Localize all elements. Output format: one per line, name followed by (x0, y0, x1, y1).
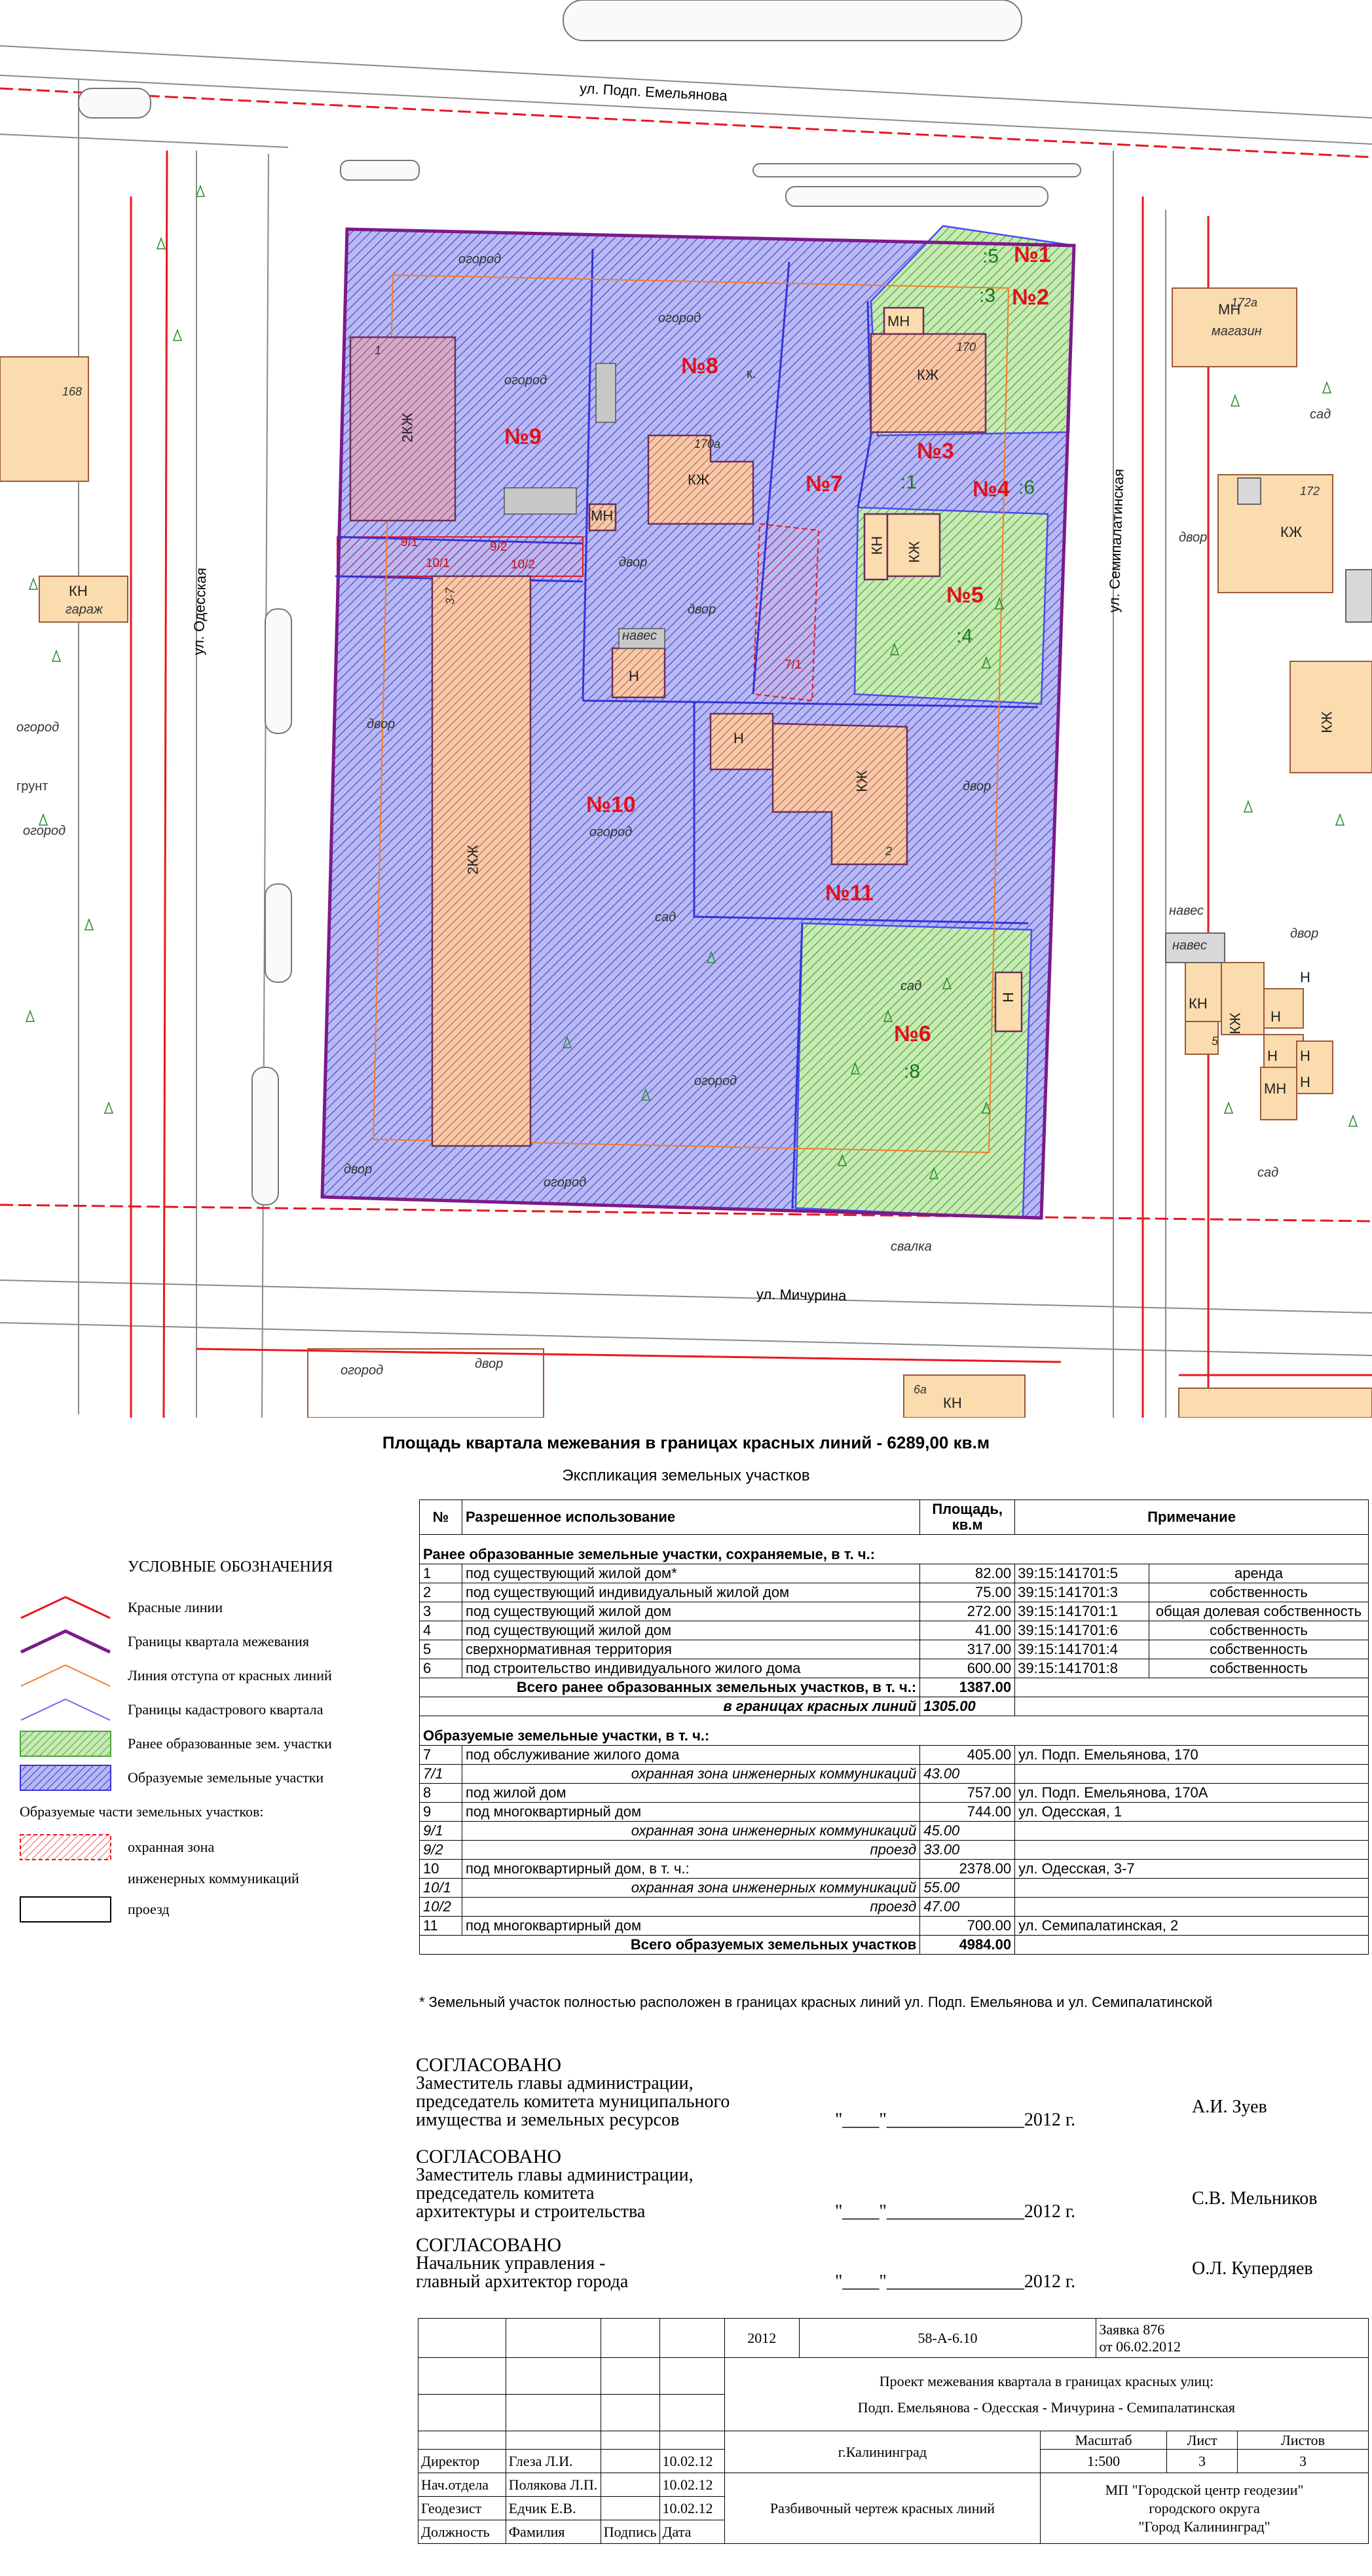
part-label-7-1: 7/1 (785, 658, 802, 672)
cell-number: 3 (420, 1602, 462, 1621)
cadastral-label-1: :1 (900, 471, 918, 493)
parcel-label-6: №6 (894, 1021, 931, 1046)
cell-number: 9/2 (420, 1841, 462, 1860)
building-label-mn-magazin: МН (1218, 301, 1241, 318)
label-sad-4: сад (1257, 1166, 1279, 1180)
part-label-10-2: 10/2 (511, 558, 535, 572)
stamp-role-3: Геодезист (418, 2497, 506, 2520)
cell-number: 6 (420, 1659, 462, 1678)
label-dvor-4: двор (963, 779, 992, 794)
label-ogorod-7: огород (16, 720, 60, 735)
explication-subheading: Экспликация земельных участков (562, 1467, 810, 1484)
cell-note: 39:15:141701:8 собственность (1015, 1659, 1369, 1678)
legend-item-new-parcels: Образуемые земельные участки (20, 1761, 426, 1795)
table-row (420, 1784, 1369, 1803)
legend-item-protection-zone-2: инженерных коммуникаций (128, 1870, 299, 1886)
street-label-north: ул. Подп. Емельянова (579, 80, 728, 104)
cell-use: под обслуживание жилого дома (462, 1746, 919, 1765)
legend-item-existing-parcels: Ранее образованные зем. участки (20, 1727, 426, 1761)
cell-note (1015, 1765, 1369, 1784)
cell-note: 39:15:141701:1 общая долевая собственность (1015, 1602, 1369, 1621)
building-label-mn-1: МН (887, 313, 910, 329)
building-label-n-5: Н (1300, 1048, 1310, 1064)
cadastral-label-4: :4 (956, 625, 973, 647)
label-ogorod-3: огород (658, 311, 701, 325)
label-dvor-5: двор (344, 1162, 373, 1177)
building-label-kzh-170a: КЖ (688, 471, 710, 488)
label-dvor-3: двор (367, 717, 396, 731)
cell-use: под строительство индивидуального жилого дома (462, 1659, 919, 1678)
building-label-kn-6a: КН (943, 1395, 962, 1411)
label-magazin: магазин (1212, 324, 1262, 339)
cell-use: под жилой дом (462, 1784, 919, 1803)
label-ogorod-1: огород (458, 252, 502, 267)
house-number-170a: 170а (694, 437, 721, 451)
table-row (420, 1621, 1369, 1640)
house-number-172: 172 (1300, 485, 1320, 498)
house-number-170: 170 (956, 340, 976, 354)
cell-area: 41.00 (920, 1621, 1015, 1640)
building-label-n-8: Н (1267, 1048, 1278, 1064)
quarter-area-heading: Площадь квартала межевания в границах красных линий - 6289,00 кв.м (382, 1433, 990, 1452)
title-block (418, 2318, 1369, 2544)
label-ogorod-8: огород (23, 824, 66, 838)
stamp-organization: МП "Городской центр геодезии" городского округа "Город Калининград" (1041, 2473, 1369, 2544)
col-header-area: Площадь, кв.м (920, 1500, 1015, 1535)
stamp-sheets-label: Листов (1237, 2431, 1368, 2450)
table-row (420, 1746, 1369, 1765)
table-row (420, 1879, 1369, 1898)
col-header-note: Примечание (1015, 1500, 1369, 1535)
stamp-project: Проект межевания квартала в границах красных улиц: Подп. Емельянова - Одесская - Мичурина - Семипалатинская (724, 2358, 1368, 2431)
label-dvor-east2: двор (1290, 927, 1319, 941)
cell-area: 700.00 (920, 1917, 1015, 1936)
label-sad-3: сад (1310, 407, 1331, 422)
legend-item-red-lines: Красные линии (20, 1591, 426, 1625)
table-row (420, 1564, 1369, 1583)
label-ogorod-9: огород (341, 1363, 384, 1378)
stamp-code: 58-А-6.10 (799, 2319, 1096, 2358)
cell-use: под многоквартирный дом (462, 1803, 919, 1822)
cell-note: ул. Подп. Емельянова, 170 (1015, 1746, 1369, 1765)
stamp-col-name: Фамилия (506, 2520, 601, 2544)
col-header-number: № (420, 1500, 462, 1535)
cell-area: 82.00 (920, 1564, 1015, 1583)
footnote: * Земельный участок полностью расположен в границах красных линий ул. Подп. Емельянова и ул. Семипалатинской (419, 1994, 1213, 2010)
cell-number: 10/2 (420, 1898, 462, 1917)
stamp-scale: 1:500 (1041, 2450, 1167, 2473)
cell-area: 75.00 (920, 1583, 1015, 1602)
legend-item-proezd: проезд (20, 1892, 426, 1926)
cell-area: 2378.00 (920, 1860, 1015, 1879)
approval-signatory: О.Л. Купердяев (1192, 2258, 1313, 2279)
setback-line-symbol (20, 1663, 111, 1689)
parcel-label-3: №3 (917, 439, 954, 464)
label-ogorod-2: огород (504, 373, 547, 388)
stamp-name-3: Едчик Е.В. (506, 2497, 601, 2520)
cell-number: 11 (420, 1917, 462, 1936)
table-header-row (420, 1500, 1369, 1535)
cell-number: 9/1 (420, 1822, 462, 1841)
legend-item-cadastral-border: Границы кадастрового квартала (20, 1693, 426, 1727)
house-number-5: 5 (1212, 1035, 1219, 1048)
cadastral-label-5: :5 (982, 246, 999, 267)
proezd-swatch (20, 1896, 111, 1923)
stamp-col-sign: Подпись (601, 2520, 659, 2544)
explication-table (419, 1500, 1369, 1955)
stamp-request: Заявка 876 от 06.02.2012 (1096, 2319, 1369, 2358)
stamp-sheets: 3 (1237, 2450, 1368, 2473)
cell-use: под существующий индивидуальный жилой дом (462, 1583, 919, 1602)
protection-zone-swatch (20, 1834, 111, 1860)
table-row (420, 1659, 1369, 1678)
existing-parcel-swatch (20, 1731, 111, 1757)
building-label-2kzh-1: 2КЖ (399, 413, 416, 443)
label-sad-1: сад (655, 910, 677, 925)
stamp-role-1: Директор (418, 2450, 506, 2473)
stamp-col-date: Дата (659, 2520, 724, 2544)
label-sad-2: сад (900, 979, 922, 993)
building-label-2kzh-east: КЖ (1318, 711, 1335, 733)
section-new: Образуемые земельные участки, в т. ч.: (420, 1716, 1369, 1746)
building-label-n-7: Н (1300, 1074, 1310, 1090)
cell-area: 405.00 (920, 1746, 1015, 1765)
approval-block: СОГЛАСОВАНО Заместитель главы администрации, председатель комитета архитектуры и строительства "____"_______________2012 г. С.В. Мельников (416, 2146, 1318, 2222)
cell-area: 272.00 (920, 1602, 1015, 1621)
street-label-south: ул. Мичурина (756, 1285, 847, 1304)
approval-date: "____"_______________2012 г. (835, 2110, 1076, 2130)
cell-use: под многоквартирный дом, в т. ч.: (462, 1860, 919, 1879)
table-row (420, 1822, 1369, 1841)
cadastral-label-3: :3 (979, 285, 996, 306)
cell-area: 600.00 (920, 1659, 1015, 1678)
parcel-label-9: №9 (504, 424, 542, 449)
cell-note: ул. Одесская, 1 (1015, 1803, 1369, 1822)
cell-area: 317.00 (920, 1640, 1015, 1659)
cell-use: проезд (462, 1898, 919, 1917)
cell-use: под существующий жилой дом (462, 1621, 919, 1640)
cell-use: под существующий жилой дом* (462, 1564, 919, 1583)
stamp-name-2: Полякова Л.П. (506, 2473, 601, 2497)
parcel-label-4: №4 (973, 477, 1010, 502)
cell-use: проезд (462, 1841, 919, 1860)
street-label-east: ул. Семипалатинская (1105, 468, 1127, 613)
total-existing-row: Всего ранее образованных земельных участков, в т. ч.: 1387.00 (420, 1678, 1369, 1697)
label-ogorod-6: огород (544, 1175, 587, 1190)
table-row (420, 1640, 1369, 1659)
part-label-10-1: 10/1 (426, 557, 450, 570)
cell-note: 39:15:141701:4 собственность (1015, 1640, 1369, 1659)
house-number-3-7: 3-7 (443, 587, 457, 605)
cell-area: 757.00 (920, 1784, 1015, 1803)
house-number-172a: 172а (1231, 296, 1258, 309)
cell-number: 10/1 (420, 1879, 462, 1898)
parcel-label-7: №7 (806, 471, 843, 496)
cell-note: ул. Подп. Емельянова, 170А (1015, 1784, 1369, 1803)
cell-use: сверхнормативная территория (462, 1640, 919, 1659)
building-label-kzh-170: КЖ (917, 367, 939, 383)
cell-use: под многоквартирный дом (462, 1917, 919, 1936)
cell-area: 45.00 (920, 1822, 1015, 1841)
cell-note: 39:15:141701:3 собственность (1015, 1583, 1369, 1602)
part-label-9-1: 9/1 (401, 536, 418, 549)
stamp-year: 2012 (724, 2319, 799, 2358)
red-line-symbol (20, 1594, 111, 1621)
table-row (420, 1841, 1369, 1860)
table-row (420, 1583, 1369, 1602)
stamp-role-2: Нач.отдела (418, 2473, 506, 2497)
cell-number: 2 (420, 1583, 462, 1602)
cell-number: 10 (420, 1860, 462, 1879)
building-label-n-1: Н (629, 668, 639, 684)
cell-number: 7/1 (420, 1765, 462, 1784)
cell-area: 744.00 (920, 1803, 1015, 1822)
table-row (420, 1602, 1369, 1621)
stamp-sheet-label: Лист (1167, 2431, 1238, 2450)
label-naves-east: навес (1169, 904, 1204, 918)
legend-item-protection-zone: охранная зона (20, 1829, 426, 1865)
parcel-label-2: №2 (1012, 285, 1049, 310)
cell-area: 47.00 (920, 1898, 1015, 1917)
table-row (420, 1917, 1369, 1936)
legend-title: УСЛОВНЫЕ ОБОЗНАЧЕНИЯ (128, 1558, 333, 1575)
cell-note: 39:15:141701:6 собственность (1015, 1621, 1369, 1640)
label-ogorod-4: огород (589, 825, 633, 839)
street-label-west: ул. Одесская (190, 567, 210, 655)
building-label-n-6: Н (1300, 969, 1310, 985)
cadastral-label-8: :8 (904, 1061, 921, 1082)
stamp-sheet-title: Разбивочный чертеж красных линий (724, 2473, 1040, 2544)
stamp-scale-label: Масштаб (1041, 2431, 1167, 2450)
cell-number: 1 (420, 1564, 462, 1583)
cell-number: 8 (420, 1784, 462, 1803)
cell-number: 9 (420, 1803, 462, 1822)
approval-signatory: С.В. Мельников (1192, 2188, 1318, 2209)
cell-note: 39:15:141701:5 аренда (1015, 1564, 1369, 1583)
stamp-date-1: 10.02.12 (659, 2450, 724, 2473)
legend-item-new-parts-heading: Образуемые части земельных участков: (20, 1803, 264, 1820)
cell-note (1015, 1879, 1369, 1898)
label-grunt: грунт (16, 779, 48, 794)
building-label-kzh-7: КЖ (906, 541, 923, 563)
cell-note: ул. Семипалатинская, 2 (1015, 1917, 1369, 1936)
approval-date: "____"_______________2012 г. (835, 2272, 1076, 2292)
cell-number: 4 (420, 1621, 462, 1640)
part-label-9-2: 9/2 (490, 540, 508, 554)
label-dvor-2: двор (688, 602, 716, 617)
total-new-row: Всего образуемых земельных участков 4984.00 (420, 1936, 1369, 1955)
house-number-6a: 6а (914, 1383, 927, 1396)
cell-number: 7 (420, 1746, 462, 1765)
approval-block: СОГЛАСОВАНО Начальник управления - главный архитектор города "____"_______________2012 г. О.Л. Купердяев (416, 2234, 1313, 2292)
cell-note: ул. Одесская, 3-7 (1015, 1860, 1369, 1879)
parcel-label-1: №1 (1014, 242, 1051, 267)
table-row (420, 1765, 1369, 1784)
building-label-kzh-2: КЖ (853, 770, 870, 792)
label-naves: навес (622, 629, 658, 643)
cell-use: охранная зона инженерных коммуникаций (462, 1765, 919, 1784)
cell-note (1015, 1898, 1369, 1917)
col-header-use: Разрешенное использование (462, 1500, 919, 1535)
stamp-sheet: 3 (1167, 2450, 1238, 2473)
building-label-kn-east: КН (1189, 995, 1208, 1012)
legend-item-quarter-border: Границы квартала межевания (20, 1625, 426, 1659)
cell-number: 5 (420, 1640, 462, 1659)
section-existing: Ранее образованные земельные участки, сохраняемые, в т. ч.: (420, 1535, 1369, 1564)
building-label-kzh-east2: КЖ (1227, 1012, 1244, 1035)
table-row (420, 1803, 1369, 1822)
parcel-label-11: №11 (825, 881, 874, 906)
legend-item-setback-line: Линия отступа от красных линий (20, 1659, 426, 1693)
label-dvor-1: двор (619, 555, 648, 570)
stamp-date-2: 10.02.12 (659, 2473, 724, 2497)
stamp-col-role: Должность (418, 2520, 506, 2544)
stamp-city: г.Калининград (724, 2431, 1040, 2473)
building-label-n-4: Н (1270, 1008, 1281, 1025)
label-k: к. (747, 367, 756, 381)
table-row (420, 1898, 1369, 1917)
approval-block: СОГЛАСОВАНО Заместитель главы администрации, председатель комитета муниципального имущества и земельных ресурсов "____"_______________2012 г. А.И. Зуев (416, 2054, 1267, 2130)
building-label-kn-garage: КН (69, 583, 88, 599)
label-ogorod-5: огород (694, 1074, 737, 1088)
building-label-n-3: Н (999, 992, 1016, 1003)
label-dvor-6: двор (475, 1357, 504, 1371)
building-label-kzh-172: КЖ (1280, 524, 1303, 540)
parcel-label-8: №8 (681, 354, 718, 378)
within-red-lines-row: в границах красных линий 1305.00 (420, 1697, 1369, 1716)
building-label-kn-7: КН (868, 536, 885, 555)
cell-area: 33.00 (920, 1841, 1015, 1860)
cell-use: под существующий жилой дом (462, 1602, 919, 1621)
house-number-1: 1 (375, 344, 382, 357)
legend (20, 1558, 426, 1926)
building-label-n-2: Н (733, 730, 744, 746)
cell-use: охранная зона инженерных коммуникаций (462, 1822, 919, 1841)
cadastral-label-6: :6 (1018, 477, 1035, 498)
label-svalka: свалка (891, 1240, 932, 1254)
new-parcel-swatch (20, 1765, 111, 1791)
building-label-2kzh-2: 2КЖ (464, 845, 481, 875)
building-label-mn-3: МН (1264, 1080, 1287, 1097)
approval-date: "____"_______________2012 г. (835, 2201, 1076, 2222)
cell-note (1015, 1822, 1369, 1841)
label-naves-east2: навес (1172, 938, 1208, 953)
cell-area: 43.00 (920, 1765, 1015, 1784)
parcel-label-10: №10 (586, 792, 636, 817)
label-garazh: гараж (65, 602, 103, 617)
cell-area: 55.00 (920, 1879, 1015, 1898)
house-number-2: 2 (885, 845, 893, 858)
quarter-border-symbol (20, 1628, 111, 1655)
house-number-168: 168 (62, 385, 83, 398)
cell-note (1015, 1841, 1369, 1860)
label-dvor-east: двор (1179, 530, 1208, 545)
parcel-label-5: №5 (946, 583, 984, 608)
table-row (420, 1860, 1369, 1879)
stamp-date-3: 10.02.12 (659, 2497, 724, 2520)
cell-use: охранная зона инженерных коммуникаций (462, 1879, 919, 1898)
approval-signatory: А.И. Зуев (1192, 2097, 1267, 2117)
cadastral-border-symbol (20, 1697, 111, 1723)
building-label-mn-2: МН (591, 507, 614, 524)
stamp-name-1: Глеза Л.И. (506, 2450, 601, 2473)
